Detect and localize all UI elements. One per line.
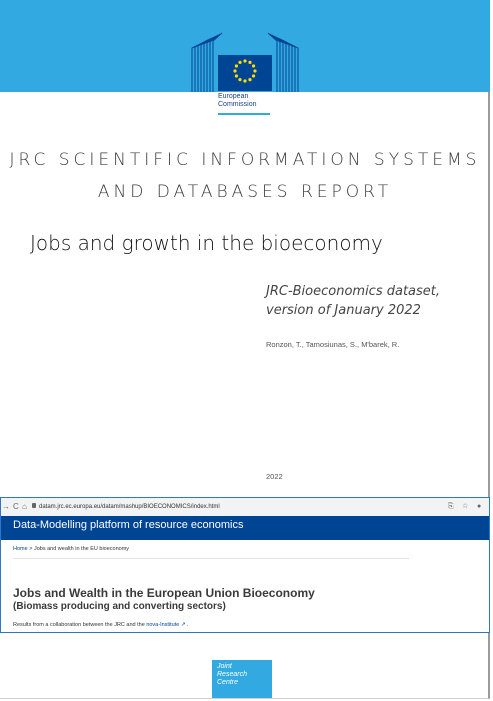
share-icon: ⎘ [448, 503, 454, 510]
profile-icon: ● [477, 503, 482, 510]
ec-label-line2: Commission [218, 101, 257, 108]
external-link-icon: ↗ [180, 622, 186, 628]
report-series-line2: AND DATABASES REPORT [97, 182, 393, 202]
report-series-line1: JRC SCIENTIFIC INFORMATION SYSTEMS [9, 150, 481, 170]
breadcrumb-current: Jobs and wealth in the EU bioeconomy [33, 546, 130, 552]
breadcrumb-separator: > [29, 546, 33, 552]
screenshot-title: Jobs and Wealth in the European Union Bioeconomy [13, 586, 315, 600]
collaboration-note [13, 622, 189, 628]
document-title: Jobs and growth in the bioeconomy [30, 231, 383, 255]
european-commission-label [218, 93, 270, 109]
ec-label-line1: European [218, 93, 249, 100]
breadcrumb [13, 546, 129, 552]
breadcrumb-divider [13, 558, 409, 559]
lock-icon [32, 503, 36, 508]
note-text: Results from a collaboration between the JRC and the [13, 622, 145, 628]
subtitle-line2: version of January 2022 [266, 303, 421, 318]
subtitle-line1: JRC-Bioeconomics dataset, [266, 284, 441, 299]
jrc-line1: Joint [217, 663, 232, 670]
website-screenshot [0, 497, 490, 633]
home-icon: ⌂ [22, 502, 27, 511]
note-end: . [187, 622, 189, 628]
jrc-logo [212, 660, 272, 698]
nova-institute-link: nova-Institute [146, 622, 180, 628]
star-icon: ☆ [462, 503, 469, 510]
jrc-logo-text [217, 663, 247, 687]
publication-year: 2022 [266, 472, 283, 481]
breadcrumb-home: Home [13, 546, 28, 552]
url-text: datam.jrc.ec.europa.eu/datam/mashup/BIOECONOMICS/index.html [39, 504, 220, 510]
browser-toolbar [1, 498, 489, 517]
jrc-line2: Research [217, 671, 247, 678]
site-banner [1, 516, 489, 540]
forward-arrow-icon: → [2, 502, 10, 511]
document-subtitle [266, 282, 476, 320]
reload-icon: C [13, 502, 19, 511]
report-series [0, 144, 490, 208]
site-banner-title: Data-Modelling platform of resource economics [13, 519, 244, 531]
authors: Ronzon, T., Tamosiunas, S., M'barek, R. [266, 340, 400, 349]
jrc-line3: Centre [217, 679, 239, 686]
screenshot-subtitle: (Biomass producing and converting sectors) [13, 601, 226, 612]
ec-underline [218, 113, 270, 115]
